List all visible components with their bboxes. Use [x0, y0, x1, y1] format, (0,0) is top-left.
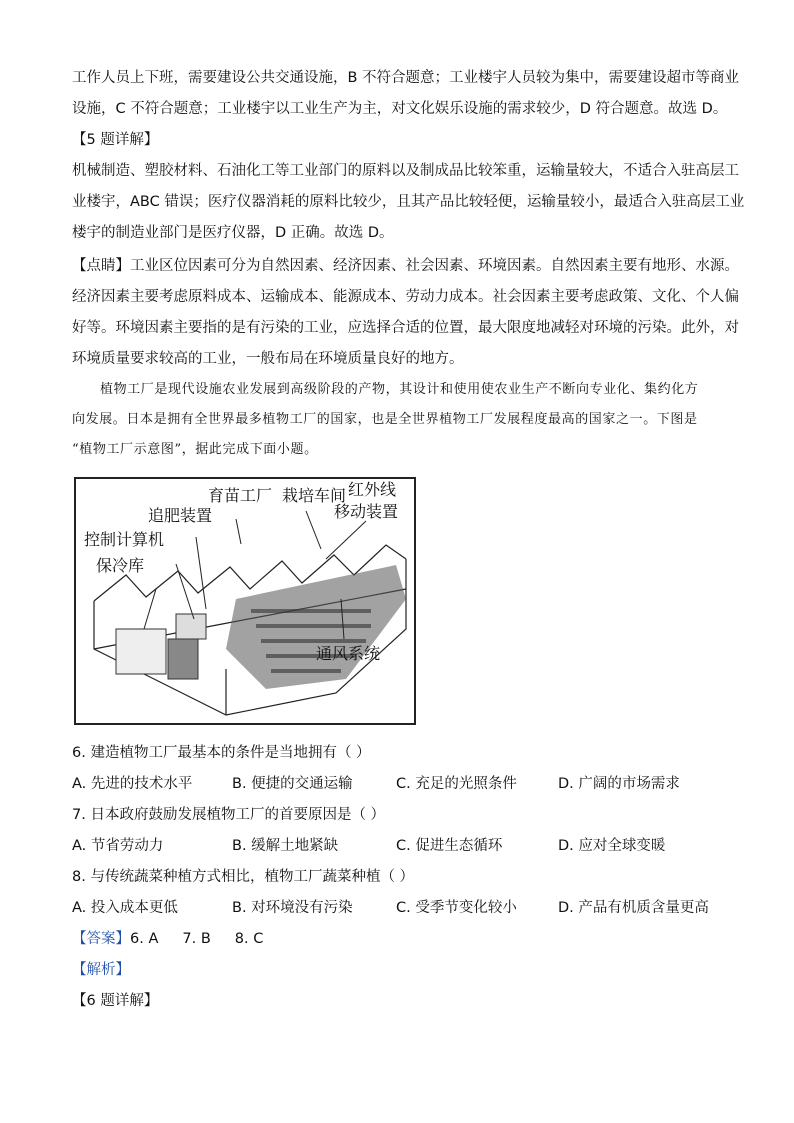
question-7-option-d: D. 应对全球变暖 [558, 838, 666, 854]
question-8-option-d: D. 产品有机质含量更高 [558, 900, 709, 916]
plant-factory-illustration [76, 479, 414, 723]
answer-item: 6. A [130, 931, 159, 947]
intro-line: “植物工厂示意图”，据此完成下面小题。 [72, 442, 318, 457]
answer-line [72, 929, 287, 949]
question-6-option-a: A. 先进的技术水平 [72, 776, 193, 792]
question-8-option-c: C. 受季节变化较小 [396, 900, 517, 916]
paragraph-line: 机械制造、塑胶材料、石油化工等工业部门的原料以及制成品比较笨重，运输量较大，不适合入驻高层工 [72, 163, 739, 179]
paragraph-line: 经济因素主要考虑原料成本、运输成本、能源成本、劳动力成本。社会因素主要考虑政策、文化、个人偏 [72, 289, 739, 305]
section-header-q5: 【5 题详解】 [72, 132, 159, 148]
intro-line: 植物工厂是现代设施农业发展到高级阶段的产物，其设计和使用使农业生产不断向专业化、集约化方 [100, 382, 699, 397]
answer-label: 【答案】 [72, 931, 130, 947]
tip-paragraph [72, 256, 739, 276]
paragraph-line: 楼宇的制造业部门是医疗仪器，D 正确。故选 D。 [72, 225, 394, 241]
section-header-q6: 【6 题详解】 [72, 993, 159, 1009]
question-7-option-a: A. 节省劳动力 [72, 838, 164, 854]
label-ventilation-system: 通风系统 [316, 644, 381, 663]
label-seedling-factory: 育苗工厂 [208, 486, 273, 505]
paragraph-line: 业楼宇，ABC 错误；医疗仪器消耗的原料比较少，且其产品比较轻便，运输量较小，最适合入驻高层工业 [72, 194, 745, 210]
paragraph-line: 环境质量要求较高的工业，一般布局在环境质量良好的地方。 [72, 351, 464, 367]
paragraph-line: 好等。环境因素主要指的是有污染的工业，应选择合适的位置，最大限度地减轻对环境的污染。此外，对 [72, 320, 739, 336]
question-6-option-b: B. 便捷的交通运输 [232, 776, 353, 792]
question-7-option-b: B. 缓解土地紧缺 [232, 838, 339, 854]
label-infrared: 红外线 [348, 480, 397, 499]
answer-item: 8. C [234, 931, 264, 947]
question-8-option-a: A. 投入成本更低 [72, 900, 178, 916]
label-cold-storage: 保冷库 [96, 556, 145, 575]
plant-factory-diagram [74, 477, 416, 725]
question-7-option-c: C. 促进生态循环 [396, 838, 503, 854]
question-8-stem: 8. 与传统蔬菜种植方式相比，植物工厂蔬菜种植（ ） [72, 869, 415, 885]
question-6-stem: 6. 建造植物工厂最基本的条件是当地拥有（ ） [72, 745, 371, 761]
paragraph-line: 工作人员上下班，需要建设公共交通设施，B 不符合题意；工业楼宇人员较为集中，需要建设超市等商业 [72, 70, 740, 86]
intro-line: 向发展。日本是拥有全世界最多植物工厂的国家，也是全世界植物工厂发展程度最高的国家之一。下图是 [72, 412, 698, 427]
answer-item: 7. B [182, 931, 211, 947]
paragraph-line: 设施，C 不符合题意；工业楼宇以工业生产为主，对文化娱乐设施的需求较少，D 符合题意。故选 D。 [72, 101, 728, 117]
question-8-option-b: B. 对环境没有污染 [232, 900, 353, 916]
question-6-option-c: C. 充足的光照条件 [396, 776, 517, 792]
analysis-label: 【解析】 [72, 962, 130, 978]
question-7-stem: 7. 日本政府鼓励发展植物工厂的首要原因是（ ） [72, 807, 386, 823]
tip-text: 工业区位因素可分为自然因素、经济因素、社会因素、环境因素。自然因素主要有地形、水源。 [130, 258, 739, 274]
tip-header: 【点睛】 [72, 258, 130, 274]
label-cultivation-room: 栽培车间 [282, 486, 347, 505]
label-moving-device: 移动装置 [334, 502, 399, 521]
question-6-option-d: D. 广阔的市场需求 [558, 776, 680, 792]
label-control-computer: 控制计算机 [84, 530, 165, 549]
label-fertilizer-device: 追肥装置 [148, 506, 213, 525]
